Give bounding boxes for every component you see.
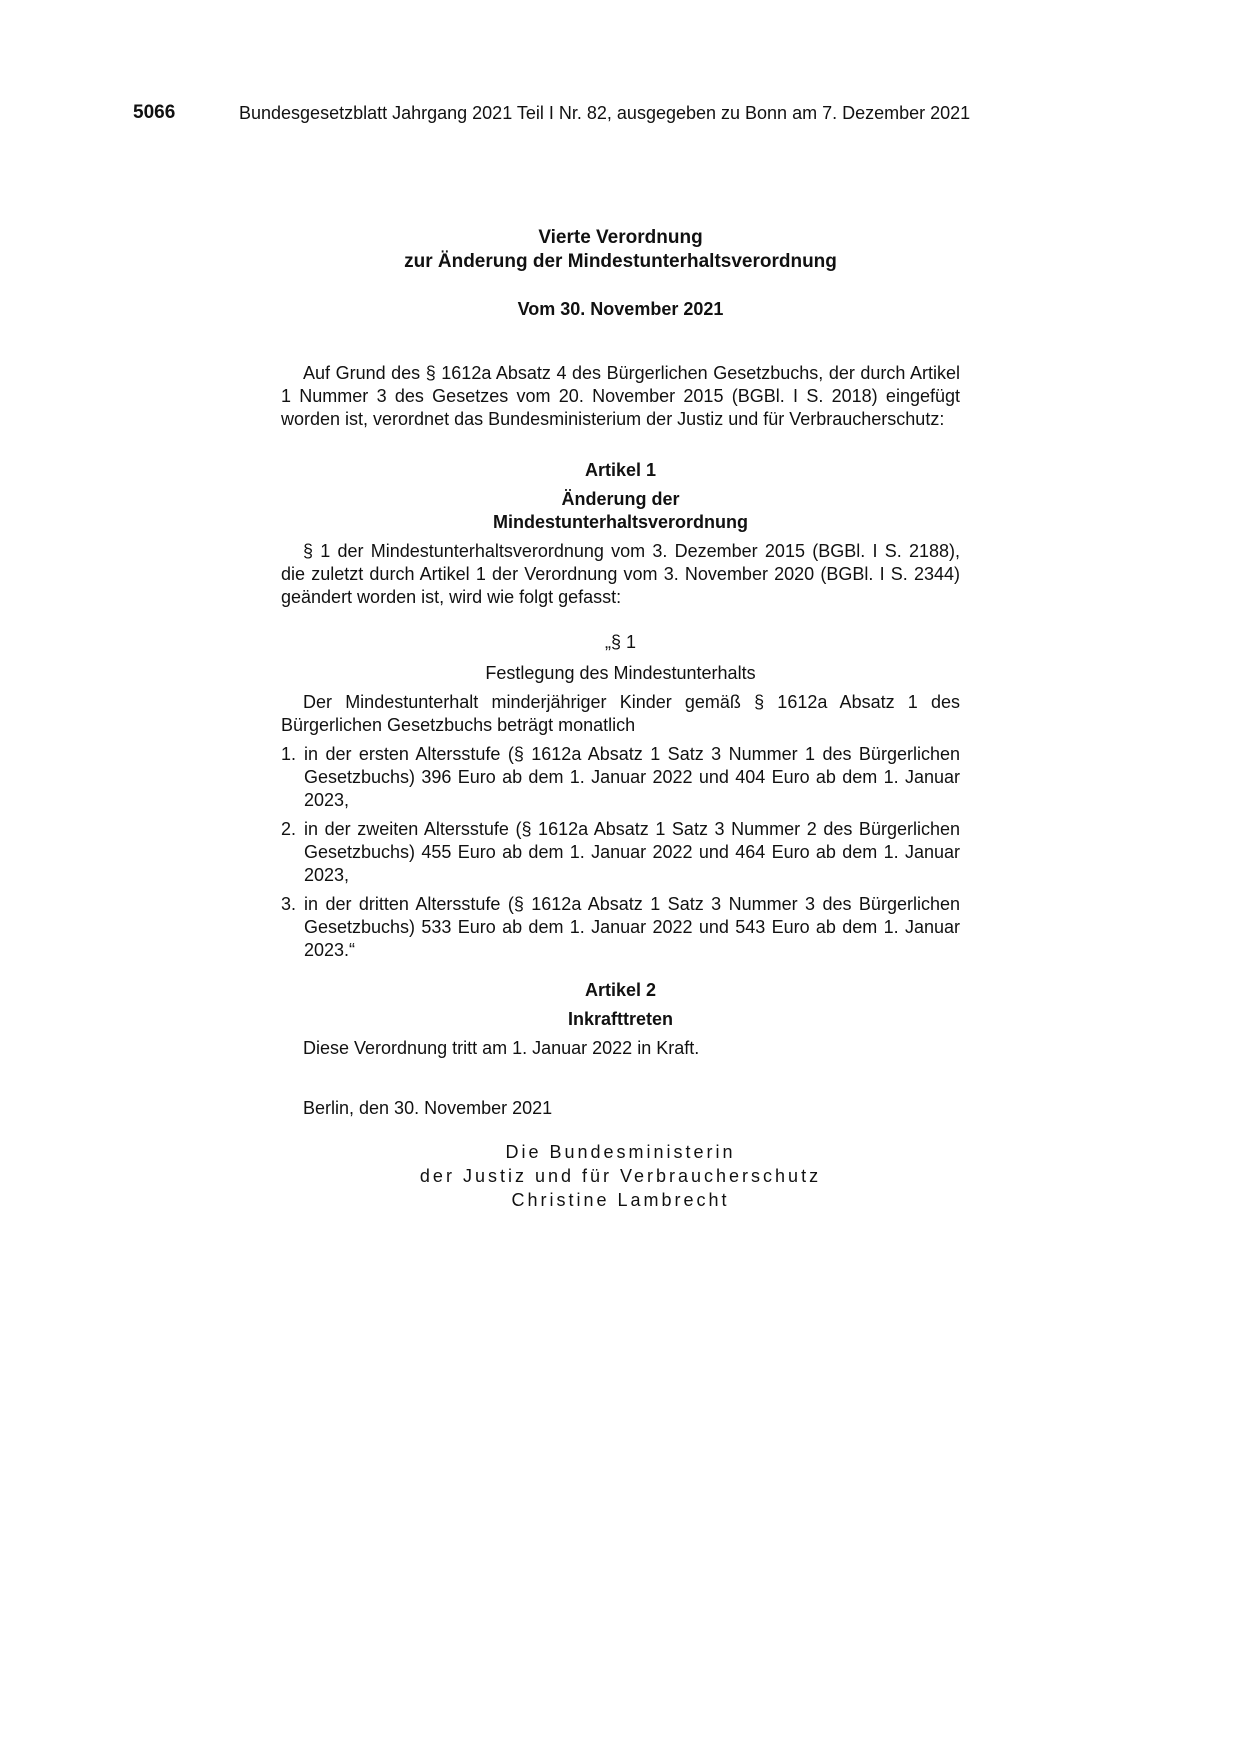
- section-title: Festlegung des Mindestunterhalts: [485, 663, 756, 683]
- list-item-number: 1.: [281, 744, 297, 764]
- list-item: [281, 893, 960, 962]
- article-1-number: Artikel 1: [584, 460, 657, 480]
- place-and-date: Berlin, den 30. November 2021: [303, 1098, 553, 1118]
- signature-line-1: Die Bundesministerin: [505, 1142, 736, 1162]
- list-item-text: in der ersten Altersstufe (§ 1612a Absatz 1 Satz 3 Nummer 1 des Bürgerlichen Gesetzbuchs) 396 Euro ab dem 1. Januar 2022 und 404 Euro ab dem 1. Januar 2023,: [304, 744, 960, 810]
- main-column: [281, 226, 960, 1212]
- list-item: [281, 818, 960, 887]
- title-line-2: zur Änderung der Mindestunterhaltsverordnung: [404, 251, 837, 272]
- article-2-number: Artikel 2: [584, 980, 657, 1000]
- article-1-title: [281, 488, 960, 534]
- list-item-text: in der dritten Altersstufe (§ 1612a Absatz 1 Satz 3 Nummer 3 des Bürgerlichen Gesetzbuchs) 533 Euro ab dem 1. Januar 2022 und 543 Euro ab dem 1. Januar 2023.“: [304, 894, 960, 960]
- list-item: [281, 743, 960, 812]
- issue-date: Vom 30. November 2021: [517, 299, 724, 319]
- article-2-body: Diese Verordnung tritt am 1. Januar 2022 in Kraft.: [303, 1038, 700, 1058]
- age-level-list: [281, 743, 960, 962]
- article-1-title-line-2: Mindestunterhaltsverordnung: [492, 512, 748, 532]
- article-1-body: § 1 der Mindestunterhaltsverordnung vom 3. Dezember 2015 (BGBl. I S. 2188), die zuletzt durch Artikel 1 der Verordnung vom 3. November 2020 (BGBl. I S. 2344) geändert worden ist, wird wie folgt gefasst:: [281, 541, 960, 607]
- signature-line-2: der Justiz und für Verbraucherschutz: [419, 1166, 822, 1186]
- title-line-1: Vierte Verordnung: [538, 227, 703, 248]
- list-item-number: 3.: [281, 894, 297, 914]
- article-2-title: Inkrafttreten: [567, 1009, 674, 1029]
- list-item-text: in der zweiten Altersstufe (§ 1612a Absatz 1 Satz 3 Nummer 2 des Bürgerlichen Gesetzbuchs) 455 Euro ab dem 1. Januar 2022 und 464 Euro ab dem 1. Januar 2023,: [304, 819, 960, 885]
- running-header: [133, 100, 1113, 126]
- preamble: Auf Grund des § 1612a Absatz 4 des Bürgerlichen Gesetzbuchs, der durch Artikel 1 Nummer 3 des Gesetzes vom 20. November 2015 (BGBl. I S. 2018) eingefügt worden ist, verordnet das Bundesministerium der Justiz und für Verbraucherschutz:: [281, 363, 960, 429]
- signature-block: [281, 1140, 960, 1212]
- page-number: 5066: [133, 102, 176, 123]
- gazette-header-text: Bundesgesetzblatt Jahrgang 2021 Teil I Nr. 82, ausgegeben zu Bonn am 7. Dezember 2021: [239, 103, 971, 123]
- section-intro: Der Mindestunterhalt minderjähriger Kinder gemäß § 1612a Absatz 1 des Bürgerlichen Gesetzbuchs beträgt monatlich: [281, 692, 960, 735]
- section-mark: „§ 1: [604, 632, 637, 652]
- article-1-title-line-1: Änderung der: [561, 489, 680, 509]
- list-item-number: 2.: [281, 819, 297, 839]
- document-title: [281, 226, 960, 274]
- signature-line-3: Christine Lambrecht: [511, 1190, 730, 1210]
